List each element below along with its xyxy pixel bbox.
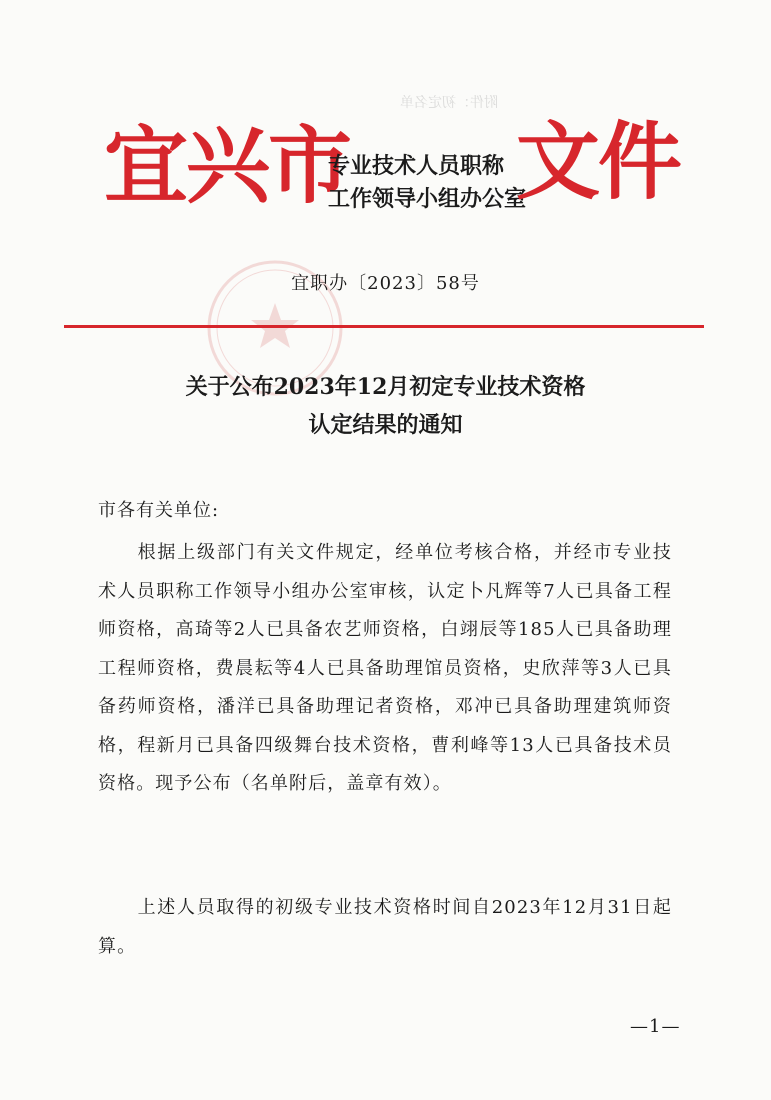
document-number: 宜职办〔2023〕58号 — [291, 273, 480, 294]
salutation: 市各有关单位: — [98, 500, 220, 521]
header-office-line1: 专业技术人员职称 — [328, 153, 505, 179]
paragraph-1-text: 根据上级部门有关文件规定，经单位考核合格，并经市专业技术人员职称工作领导小组办公室审核，认定卜凡辉等7人已具备工程师资格，高琦等2人已具备农艺师资格，白翊辰等185人已具备助理工程师资格，费晨耘等4人已具备助理馆员资格，史欣萍等3人已具备药师资格，潘洋已具备助理记者资格，邓冲已具备助理建筑师资格，程新月已具备四级舞台技术资格，曹利峰等13人已具备技术员资格。现予公布（名单附后，盖章有效）。 — [98, 542, 672, 794]
header-office — [328, 150, 526, 216]
header-city: 宜兴市 — [104, 116, 351, 215]
red-divider — [64, 325, 704, 328]
title-line1: 关于公布2023年12月初定专业技术资格 — [185, 374, 586, 400]
header-office-line2: 工作领导小组办公室 — [328, 186, 527, 212]
bleed-through-text: 附件：初定名单 — [400, 95, 498, 111]
title-line2: 认定结果的通知 — [308, 412, 463, 438]
document-title — [0, 368, 771, 444]
header-doc-type: 文件 — [516, 112, 681, 211]
body-paragraph-1 — [98, 534, 672, 804]
paragraph-2-text: 上述人员取得的初级专业技术资格时间自2023年12月31日起算。 — [98, 897, 672, 957]
page-number: —1— — [630, 1016, 681, 1037]
body-paragraph-2 — [98, 871, 672, 984]
